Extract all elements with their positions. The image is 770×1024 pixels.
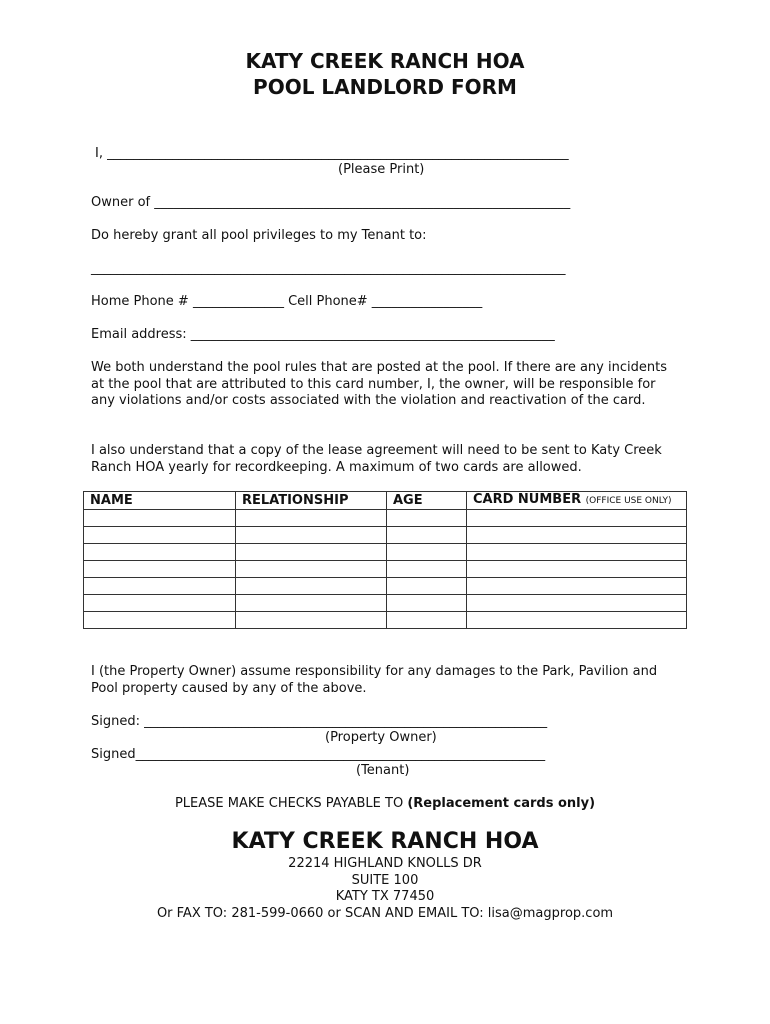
table-cell[interactable] bbox=[236, 612, 387, 629]
table-cell[interactable] bbox=[236, 527, 387, 544]
form-title-line2: POOL LANDLORD FORM bbox=[253, 75, 517, 99]
footer-contact: Or FAX TO: 281-599-0660 or SCAN AND EMAIL TO: lisa@magprop.com bbox=[156, 906, 614, 921]
form-title-line1: KATY CREEK RANCH HOA bbox=[245, 49, 525, 73]
table-cell[interactable] bbox=[236, 578, 387, 595]
responsibility-paragraph: I (the Property Owner) assume responsibility for any damages to the Park, Pavilion and Pool property caused by any of the above. bbox=[91, 664, 658, 696]
header-card-number bbox=[467, 492, 687, 510]
table-row bbox=[84, 544, 687, 561]
footer-address-3: KATY TX 77450 bbox=[335, 889, 435, 904]
table-cell[interactable] bbox=[467, 544, 687, 561]
owner-signature-line[interactable]: Signed: ______________________________________________________________ bbox=[91, 714, 548, 729]
table-row bbox=[84, 578, 687, 595]
table-cell[interactable] bbox=[236, 595, 387, 612]
table-row bbox=[84, 595, 687, 612]
table-cell[interactable] bbox=[84, 527, 236, 544]
owner-of-line[interactable]: Owner of ________________________________________________________________ bbox=[91, 195, 571, 210]
table-row bbox=[84, 527, 687, 544]
table-cell[interactable] bbox=[84, 612, 236, 629]
table-cell[interactable] bbox=[387, 561, 467, 578]
card-number-label: CARD NUMBER bbox=[473, 492, 582, 507]
payable-bold: (Replacement cards only) bbox=[407, 796, 596, 811]
table-cell[interactable] bbox=[84, 595, 236, 612]
table-cell[interactable] bbox=[84, 578, 236, 595]
table-cell[interactable] bbox=[467, 527, 687, 544]
table-cell[interactable] bbox=[467, 510, 687, 527]
table-cell[interactable] bbox=[236, 544, 387, 561]
name-line[interactable]: I, _______________________________________________________________________ bbox=[95, 146, 569, 161]
table-cell[interactable] bbox=[387, 544, 467, 561]
table-cell[interactable] bbox=[467, 578, 687, 595]
table-cell[interactable] bbox=[387, 612, 467, 629]
table-cell[interactable] bbox=[387, 510, 467, 527]
owner-signature-label: (Property Owner) bbox=[325, 730, 437, 745]
table-cell[interactable] bbox=[236, 561, 387, 578]
table-cell[interactable] bbox=[84, 544, 236, 561]
table-row bbox=[84, 561, 687, 578]
tenant-signature-line[interactable]: Signed_______________________________________________________________ bbox=[91, 747, 546, 762]
table-row bbox=[84, 612, 687, 629]
grant-text: Do hereby grant all pool privileges to my Tenant to: bbox=[91, 228, 427, 243]
table-cell[interactable] bbox=[387, 595, 467, 612]
lease-paragraph: I also understand that a copy of the lease agreement will need to be sent to Katy Creek Ranch HOA yearly for recordkeeping. A maximum of two cards are allowed. bbox=[91, 443, 662, 475]
header-age: AGE bbox=[387, 492, 467, 510]
phone-lines[interactable]: Home Phone # ______________ Cell Phone# _________________ bbox=[91, 294, 483, 309]
table-header-row bbox=[84, 492, 687, 510]
rules-paragraph: We both understand the pool rules that are posted at the pool. If there are any incidents at the pool that are attributed to this card number, I, the owner, will be responsible for any violations and/or costs associated with the violation and reactivation of the card. bbox=[91, 360, 667, 408]
table-cell[interactable] bbox=[84, 561, 236, 578]
footer-address-1: 22214 HIGHLAND KNOLLS DR bbox=[288, 856, 482, 871]
table-cell[interactable] bbox=[467, 612, 687, 629]
please-print-label: (Please Print) bbox=[338, 162, 425, 177]
tenant-name-line[interactable]: _________________________________________________________________________ bbox=[91, 261, 566, 276]
table-row bbox=[84, 510, 687, 527]
table-cell[interactable] bbox=[84, 510, 236, 527]
header-relationship: RELATIONSHIP bbox=[236, 492, 387, 510]
payable-line bbox=[0, 796, 770, 812]
tenant-signature-label: (Tenant) bbox=[356, 763, 410, 778]
table-cell[interactable] bbox=[387, 527, 467, 544]
table-cell[interactable] bbox=[236, 510, 387, 527]
email-line[interactable]: Email address: ________________________________________________________ bbox=[91, 327, 555, 342]
footer-address-2: SUITE 100 bbox=[351, 873, 419, 888]
office-use-note: (OFFICE USE ONLY) bbox=[585, 496, 672, 506]
footer-org: KATY CREEK RANCH HOA bbox=[231, 829, 539, 854]
header-name: NAME bbox=[84, 492, 236, 510]
payable-prefix: PLEASE MAKE CHECKS PAYABLE TO bbox=[174, 796, 408, 811]
table-cell[interactable] bbox=[387, 578, 467, 595]
table-cell[interactable] bbox=[467, 595, 687, 612]
tenant-table bbox=[83, 491, 687, 629]
table-cell[interactable] bbox=[467, 561, 687, 578]
